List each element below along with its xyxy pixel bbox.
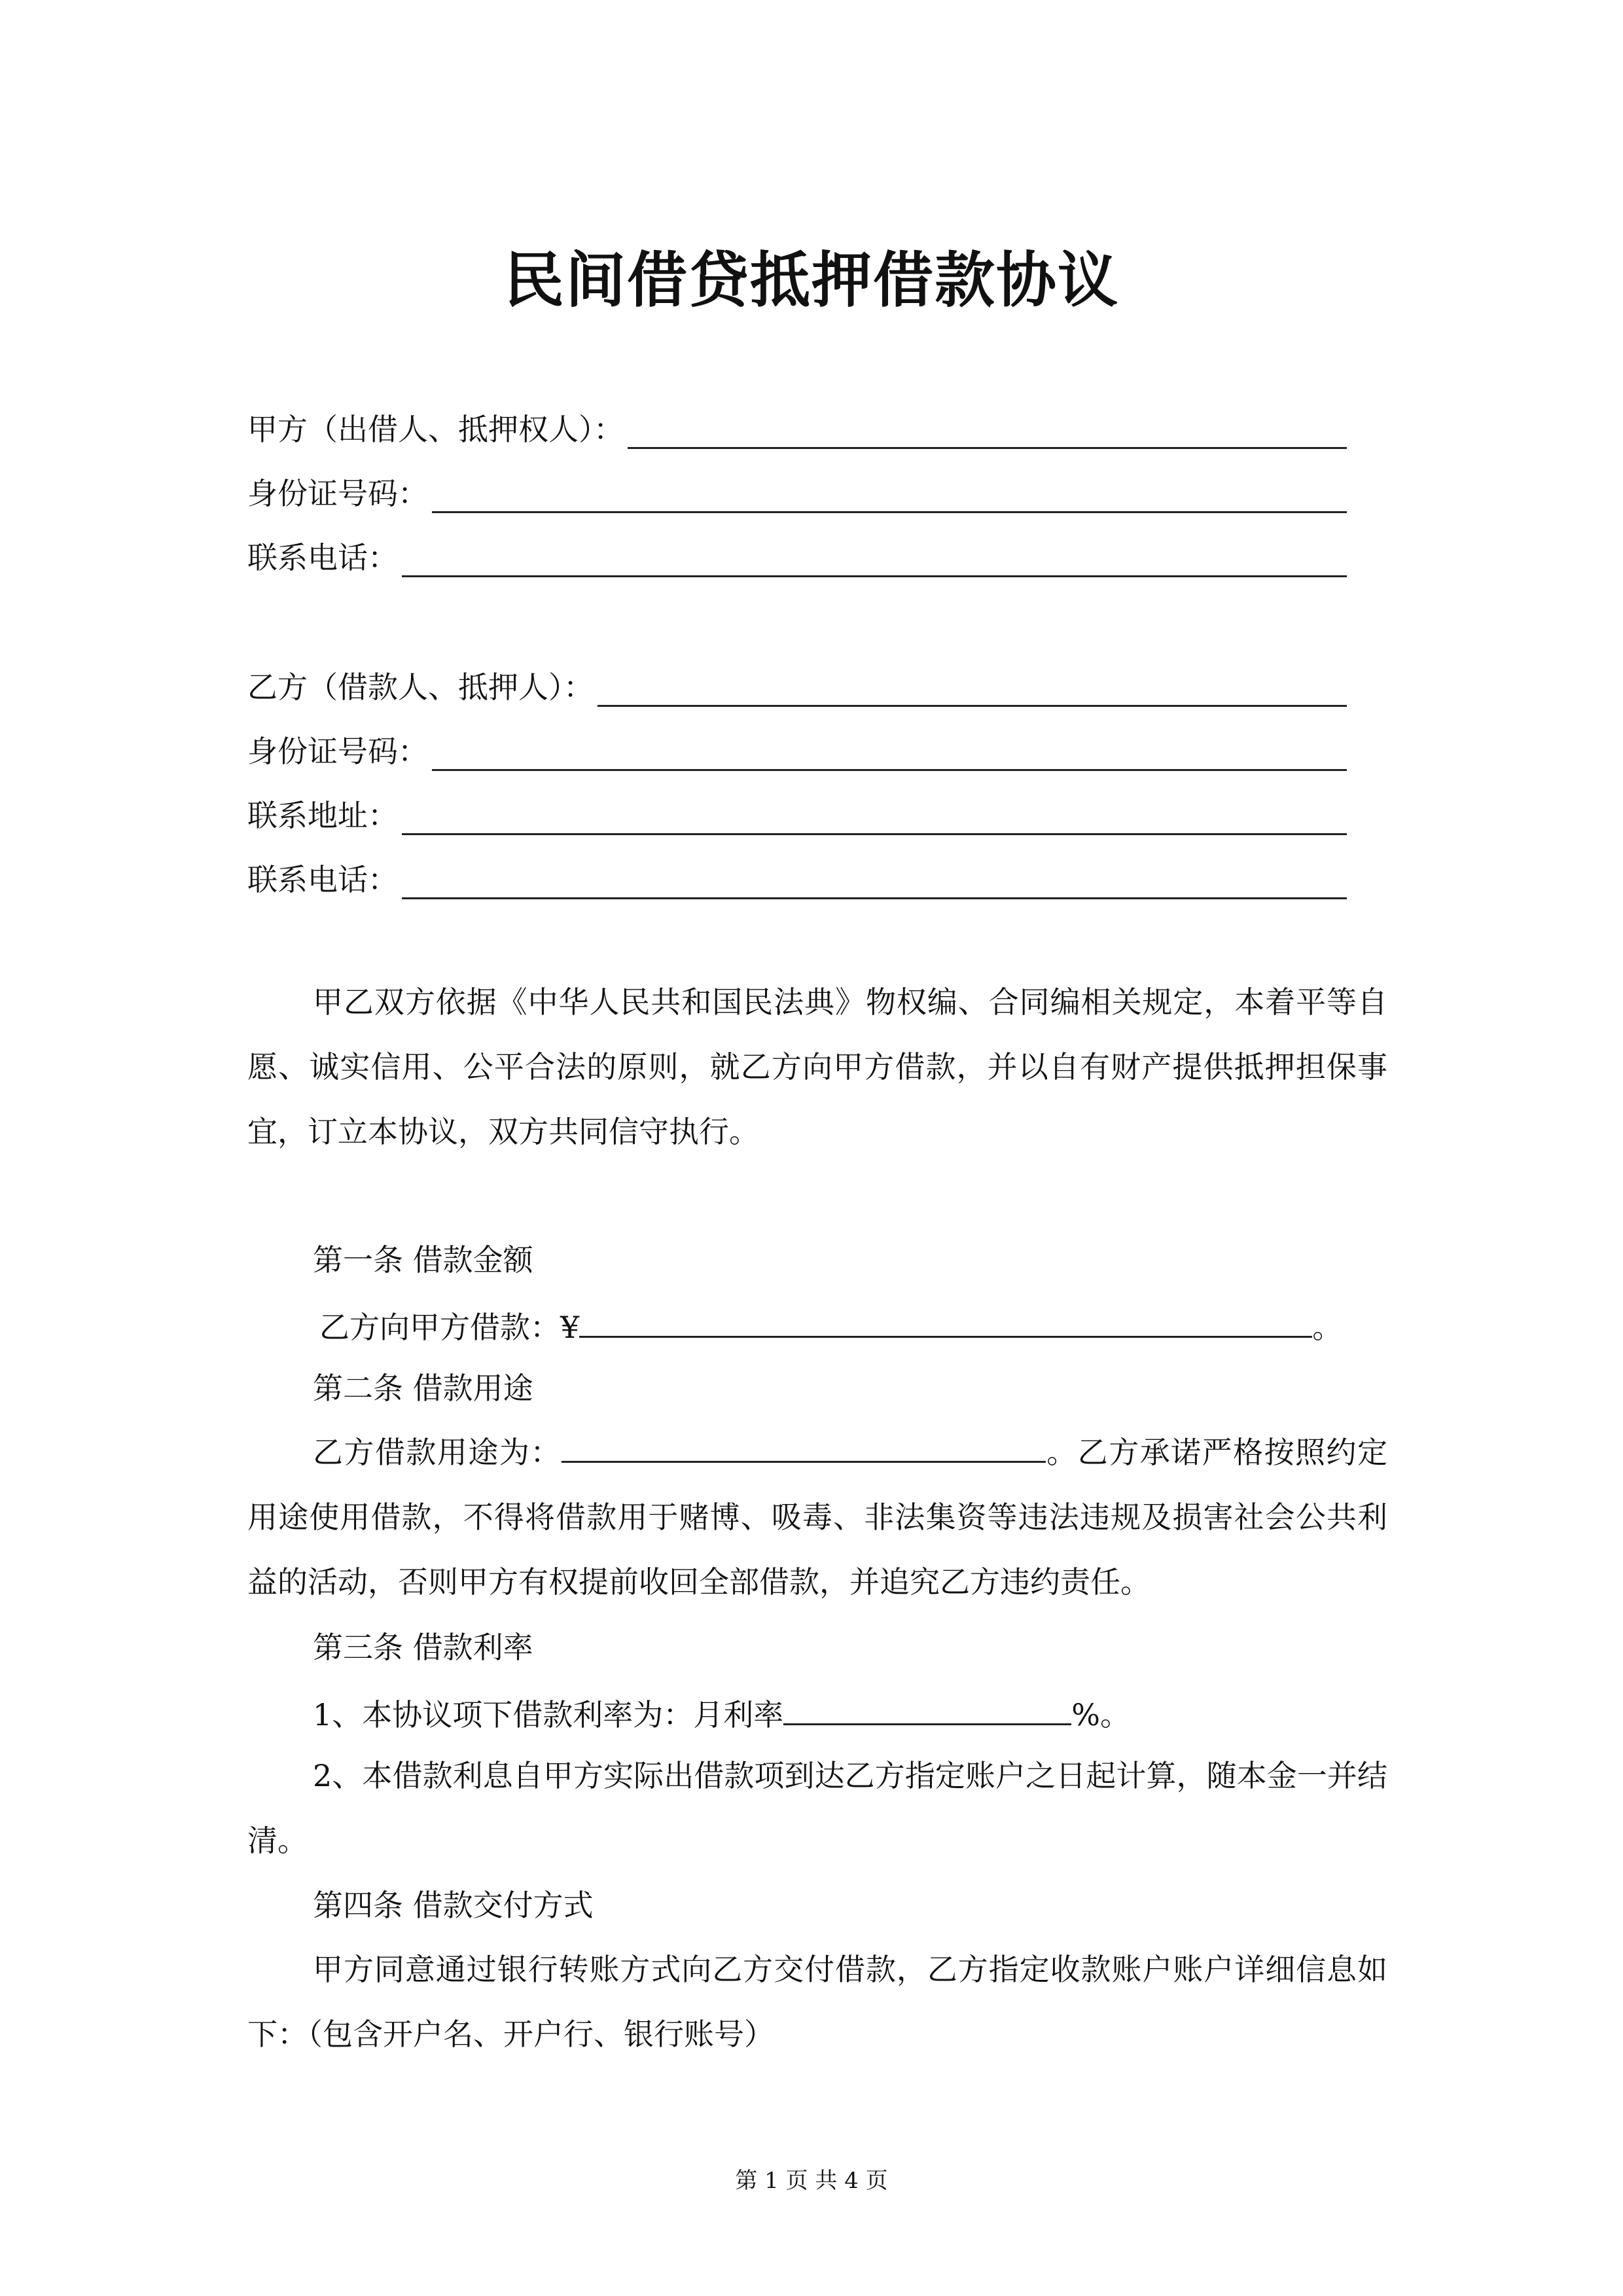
article-4-heading: 第四条 借款交付方式 xyxy=(313,1888,594,1923)
party-a-name-field xyxy=(247,403,1347,449)
article-3-heading: 第三条 借款利率 xyxy=(313,1630,533,1665)
article-1-amount-end: 。 xyxy=(1312,1310,1343,1345)
party-b-address-label: 联系地址： xyxy=(247,798,398,833)
article-2-paragraph xyxy=(247,1420,1387,1615)
party-b-name-label: 乙方（借款人、抵押人）： xyxy=(247,670,594,705)
interest-rate-blank[interactable] xyxy=(783,1692,1071,1725)
party-b-phone-field xyxy=(247,853,1347,899)
party-b-id-blank[interactable] xyxy=(432,736,1347,771)
party-b-id-field xyxy=(247,725,1347,771)
party-a-id-blank[interactable] xyxy=(432,478,1347,513)
party-a-id-field xyxy=(247,467,1347,513)
interest-rate-unit: %。 xyxy=(1071,1697,1130,1732)
party-b-phone-blank[interactable] xyxy=(402,865,1347,899)
article-1-amount-row xyxy=(319,1304,1342,1347)
article-3-item-1 xyxy=(313,1692,1130,1734)
document-title: 民间借贷抵押借款协议 xyxy=(503,245,1119,315)
party-b-address-blank[interactable] xyxy=(402,800,1347,835)
article-4-paragraph: 甲方同意通过银行转账方式向乙方交付借款，乙方指定收款账户账户详细信息如下：（包含开户名、开户行、银行账号） xyxy=(247,1952,1387,2052)
party-b-name-field xyxy=(247,661,1347,707)
article-2-purpose-label: 乙方借款用途为： xyxy=(313,1435,562,1470)
party-a-name-label: 甲方（出借人、抵押权人）： xyxy=(247,412,624,447)
article-2-heading: 第二条 借款用途 xyxy=(313,1371,533,1406)
party-a-phone-blank[interactable] xyxy=(402,543,1347,577)
article-1-amount-label: 乙方向甲方借款：¥ xyxy=(319,1310,580,1345)
party-a-name-blank[interactable] xyxy=(628,414,1347,449)
article-2-purpose-text: 。乙方承诺严格按照约定用途使用借款，不得将借款用于赌博、吸毒、非法集资等违法违规及损害社会公共利益的活动，否则甲方有权提前收回全部借款，并追究乙方违约责任。 xyxy=(247,1435,1388,1600)
article-1-heading: 第一条 借款金额 xyxy=(313,1242,533,1278)
page-number-footer: 第 1 页 共 4 页 xyxy=(735,2168,888,2194)
party-a-phone-field xyxy=(247,531,1347,577)
party-b-name-blank[interactable] xyxy=(597,672,1347,707)
loan-purpose-blank[interactable] xyxy=(562,1429,1046,1463)
party-b-id-label: 身份证号码： xyxy=(247,734,428,769)
loan-amount-blank[interactable] xyxy=(579,1304,1312,1338)
party-a-phone-label: 联系电话： xyxy=(247,540,398,575)
party-b-phone-label: 联系电话： xyxy=(247,862,398,897)
preamble-paragraph: 甲乙双方依据《中华人民共和国民法典》物权编、合同编相关规定，本着平等自愿、诚实信用、公平合法的原则，就乙方向甲方借款，并以自有财产提供抵押担保事宜，订立本协议，双方共同信守执行。 xyxy=(247,984,1387,1149)
article-3-item-2: 2、本借款利息自甲方实际出借款项到达乙方指定账户之日起计算，随本金一并结清。 xyxy=(247,1758,1387,1858)
interest-rate-label: 1、本协议项下借款利率为：月利率 xyxy=(313,1697,784,1732)
party-a-id-label: 身份证号码： xyxy=(247,476,428,511)
party-b-address-field xyxy=(247,789,1347,835)
